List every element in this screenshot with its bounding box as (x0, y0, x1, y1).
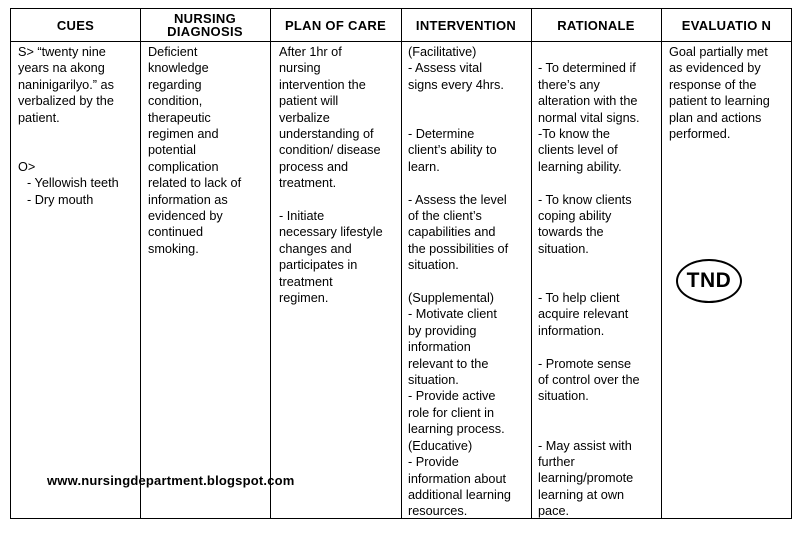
intervention-item (408, 192, 530, 274)
text-line: client’s ability to (408, 143, 497, 158)
intervention-item (408, 388, 530, 437)
text-line: - To know clients (538, 192, 632, 207)
diagnosis-column (148, 44, 268, 257)
text-line: changes and (279, 241, 352, 256)
text-line: information (408, 340, 471, 355)
column-divider (401, 9, 402, 518)
text-line: related to lack of (148, 176, 242, 191)
text-line: - Motivate client (408, 307, 497, 322)
text-line: condition/ disease (279, 143, 381, 158)
educative-label: (Educative) (408, 438, 473, 453)
text-line: learning at own (538, 487, 625, 502)
text-line: verbalize (279, 110, 330, 125)
column-divider (270, 9, 271, 518)
text-line: - Assess the level (408, 192, 507, 207)
intervention-item (408, 306, 530, 388)
text-line: regimen and (148, 127, 219, 142)
header-diagnosis-line1: NURSING (173, 11, 237, 26)
text-line: situation. (538, 389, 589, 404)
column-divider (140, 9, 141, 518)
rationale-item (538, 60, 660, 175)
tnd-stamp (676, 259, 742, 303)
text-line: treatment (279, 274, 333, 289)
text-line: performed. (669, 127, 731, 142)
text-line: normal vital signs. (538, 110, 640, 125)
header-plan-of-care: PLAN OF CARE (284, 17, 387, 33)
text-line: smoking. (148, 241, 199, 256)
header-divider (11, 41, 791, 42)
plan-goal (279, 44, 399, 192)
text-line: of the client’s (408, 209, 482, 224)
objective-label: O> (18, 159, 36, 174)
evaluation-column (669, 44, 791, 142)
text-line: towards the (538, 225, 604, 240)
text-line: plan and actions (669, 110, 762, 125)
objective-cues (18, 175, 138, 208)
rationale-item (538, 192, 660, 258)
facilitative-label: (Facilitative) (408, 45, 477, 59)
text-line: response of the (669, 77, 757, 92)
text-line: - To determined if (538, 61, 636, 76)
intervention-item (408, 454, 530, 520)
text-line: - May assist with (538, 438, 632, 453)
text-line: treatment. (279, 176, 337, 191)
text-line: as evidenced by (669, 61, 761, 76)
text-line: - Provide (408, 455, 459, 470)
rationale-column (538, 44, 660, 520)
text-line: by providing (408, 323, 477, 338)
header-intervention: INTERVENTION (415, 17, 517, 33)
intervention-item (408, 60, 530, 93)
text-line: acquire relevant (538, 307, 629, 322)
plan-column (279, 44, 399, 306)
text-line: situation. (538, 241, 589, 256)
text-line: patient. (18, 110, 60, 125)
text-line: there’s any (538, 77, 600, 92)
text-line: process and (279, 159, 349, 174)
text-line: further (538, 455, 575, 470)
rationale-item (538, 356, 660, 405)
text-line: - Determine (408, 127, 475, 142)
header-nursing-diagnosis (140, 9, 270, 41)
text-line: participates in (279, 258, 358, 273)
text-line: -To know the (538, 127, 610, 142)
text-line: resources. (408, 504, 468, 519)
text-line: relevant to the (408, 356, 489, 371)
text-line: the possibilities of (408, 241, 509, 256)
text-line: information about (408, 471, 507, 486)
text-line: - Yellowish teeth (27, 176, 119, 191)
text-line: learning process. (408, 422, 505, 437)
text-line: coping ability (538, 209, 612, 224)
header-evaluation: EVALUATIO N (681, 17, 772, 33)
text-line: clients level of (538, 143, 618, 158)
cues-column (18, 44, 138, 208)
text-line: patient will (279, 94, 339, 109)
text-line: continued (148, 225, 204, 240)
text-line: evidenced by (148, 209, 223, 224)
text-line: condition, (148, 94, 203, 109)
text-line: understanding of (279, 127, 374, 142)
text-line: - Initiate (279, 209, 325, 224)
text-line: capabilities and (408, 225, 496, 240)
evaluation-text (669, 44, 791, 142)
text-line: - Dry mouth (27, 192, 94, 207)
text-line: - To help client (538, 291, 620, 306)
text-line: situation. (408, 373, 459, 388)
text-line: role for client in (408, 405, 495, 420)
text-line: learning/promote (538, 471, 634, 486)
text-line: regarding (148, 77, 202, 92)
text-line: knowledge (148, 61, 209, 76)
text-line: Deficient (148, 45, 198, 59)
text-line: information as (148, 192, 228, 207)
header-rationale: RATIONALE (557, 17, 635, 33)
text-line: signs every 4hrs. (408, 77, 504, 92)
header-cues: CUES (56, 17, 95, 33)
text-line: complication (148, 159, 219, 174)
text-line: patient to learning (669, 94, 770, 109)
text-line: verbalized by the (18, 94, 114, 109)
text-line: potential (148, 143, 196, 158)
subjective-cue (18, 44, 138, 126)
text-line: After 1hr of (279, 45, 342, 59)
text-line: learn. (408, 159, 440, 174)
text-line: therapeutic (148, 110, 211, 125)
column-divider (531, 9, 532, 518)
text-line: of control over the (538, 373, 640, 388)
column-divider (661, 9, 662, 518)
footer-url: www.nursingdepartment.blogspot.com (47, 473, 295, 488)
stamp-text: TND (686, 269, 732, 292)
text-line: situation. (408, 258, 459, 273)
header-diagnosis-line2: DIAGNOSIS (167, 24, 243, 39)
text-line: nursing (279, 61, 321, 76)
rationale-item (538, 290, 660, 339)
text-line: learning ability. (538, 159, 622, 174)
text-line: additional learning (408, 487, 511, 502)
text-line: information. (538, 323, 605, 338)
text-line: regimen. (279, 291, 329, 306)
text-line: intervention the (279, 77, 366, 92)
text-line: - Promote sense (538, 356, 632, 371)
text-line: pace. (538, 504, 570, 519)
rationale-item (538, 438, 660, 520)
text-line: Goal partially met (669, 45, 768, 59)
text-line: years na akong (18, 61, 105, 76)
intervention-item (408, 126, 530, 175)
intervention-column (408, 44, 530, 520)
supplemental-label: (Supplemental) (408, 291, 495, 306)
text-line: necessary lifestyle (279, 225, 383, 240)
plan-outcome (279, 208, 399, 306)
text-line: alteration with the (538, 94, 638, 109)
diagnosis-text (148, 44, 268, 257)
care-plan-table (10, 8, 792, 519)
text-line: naninigarilyo.” as (18, 77, 114, 92)
text-line: - Provide active (408, 389, 496, 404)
text-line: S> “twenty nine (18, 45, 106, 59)
text-line: - Assess vital (408, 61, 483, 76)
